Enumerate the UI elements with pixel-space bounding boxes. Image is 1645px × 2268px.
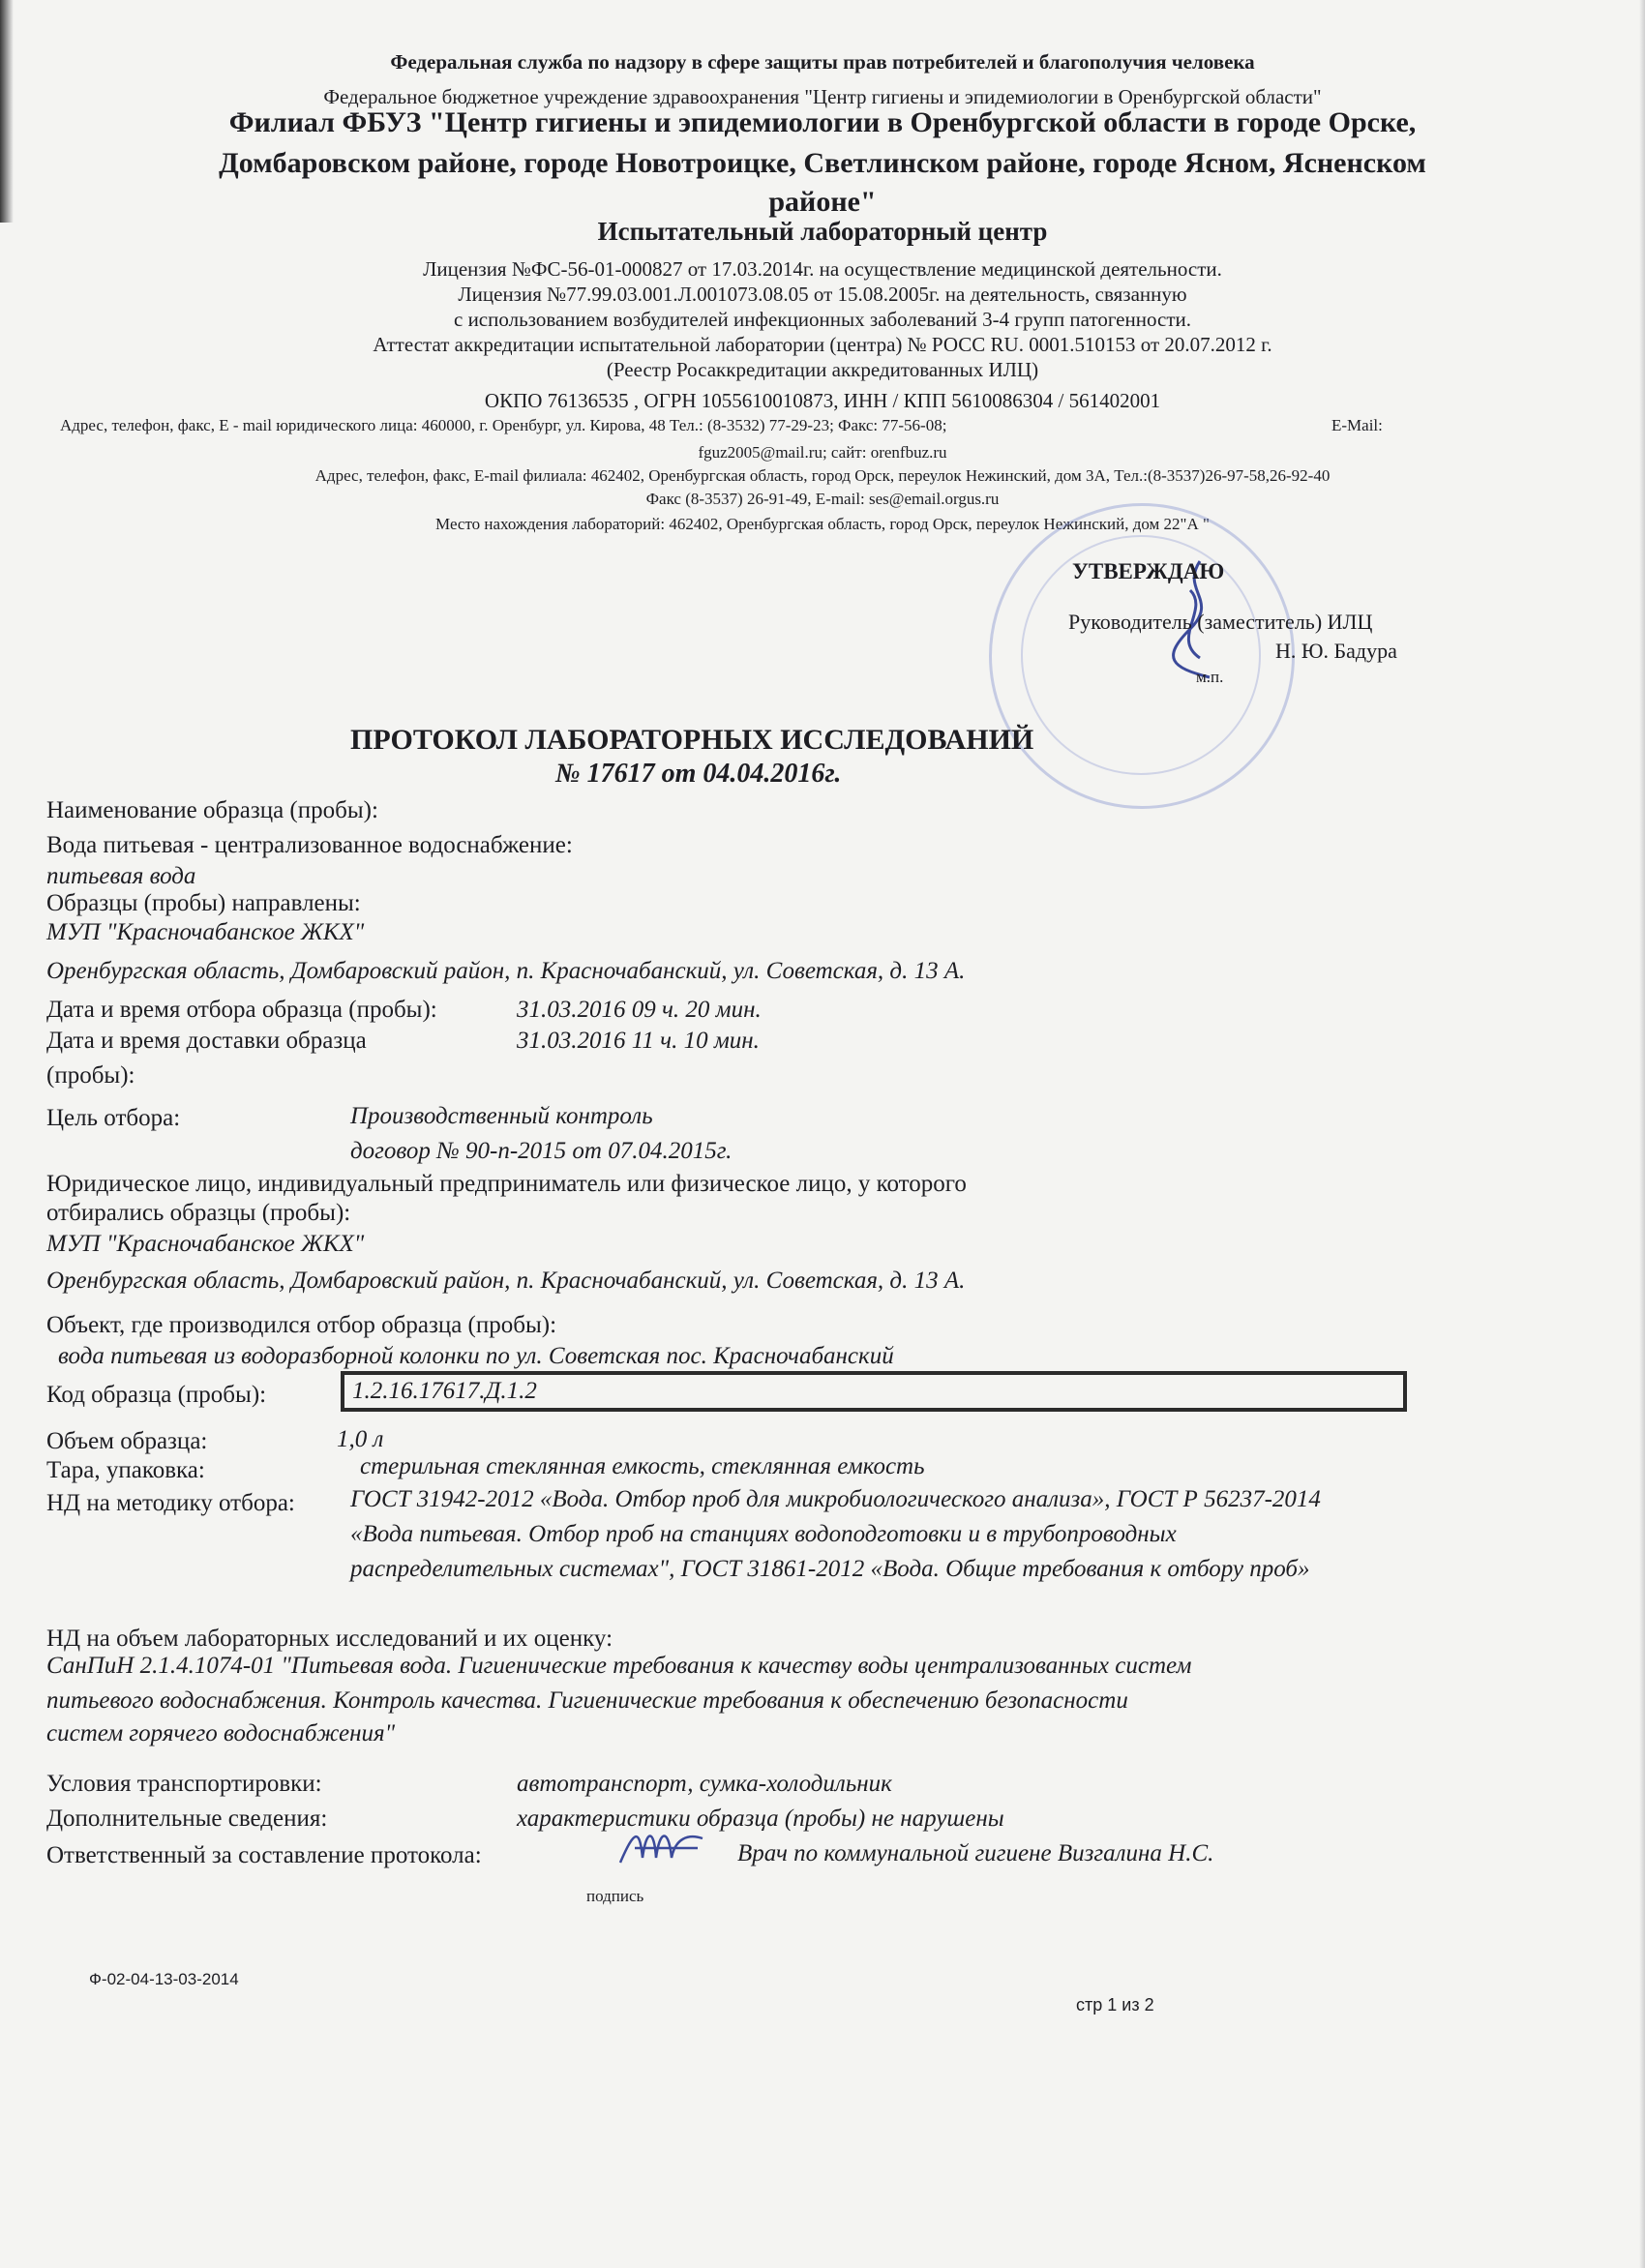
transport-value: автотранспорт, сумка-холодильник: [517, 1771, 892, 1797]
legal-email: fguz2005@mail.ru; сайт: orenfbuz.ru: [698, 443, 947, 462]
responsible-label: Ответственный за составление протокола:: [46, 1842, 482, 1868]
additional-value: характеристики образца (пробы) не нарушены: [517, 1805, 1004, 1832]
delivery-datetime-label: Дата и время доставки образца: [46, 1028, 367, 1054]
branch-name-line2: Домбаровском районе, городе Новотроицке, Светлинском районе, городе Ясном, Ясненском: [219, 147, 1426, 179]
object-label: Объект, где производился отбор образца (пробы):: [46, 1312, 557, 1338]
sent-org: МУП "Красночабанское ЖКХ": [46, 919, 365, 945]
sampling-datetime-label: Дата и время отбора образца (пробы):: [46, 997, 437, 1023]
purpose-label: Цель отбора:: [46, 1105, 181, 1131]
entity-label-line1: Юридическое лицо, индивидуальный предприниматель или физическое лицо, у которого: [46, 1171, 967, 1197]
protocol-number: № 17617 от 04.04.2016г.: [555, 759, 842, 789]
method-value-line3: распределительных системах", ГОСТ 31861-2012 «Вода. Общие требования к отбору проб»: [350, 1556, 1310, 1582]
nd-value-line2: питьевого водоснабжения. Контроль качества. Гигиенические требования к обеспечению безопасности: [46, 1687, 1128, 1714]
signature-caption: подпись: [586, 1887, 644, 1905]
sample-name-label: Наименование образца (пробы):: [46, 797, 378, 823]
sample-code-label: Код образца (пробы):: [46, 1382, 267, 1408]
method-value-line2: «Вода питьевая. Отбор проб на станциях водоподготовки и в трубопроводных: [350, 1521, 1177, 1547]
branch-name-line1: Филиал ФБУЗ "Центр гигиены и эпидемиологии в Оренбургской области в городе Орске,: [228, 106, 1417, 138]
page-number: стр 1 из 2: [1076, 1995, 1154, 2014]
sampling-datetime-value: 31.03.2016 09 ч. 20 мин.: [517, 997, 762, 1023]
form-code: Ф-02-04-13-03-2014: [89, 1970, 239, 1988]
institution-name: Федеральное бюджетное учреждение здравоохранения "Центр гигиены и эпидемиологии в Оренбургской области": [323, 85, 1322, 108]
accreditation: Аттестат аккредитации испытательной лаборатории (центра) № РОСС RU. 0001.510153 от 20.07.2012 г.: [373, 333, 1272, 356]
org-codes: ОКПО 76136535 , ОГРН 1055610010873, ИНН / КПП 5610086304 / 561402001: [484, 389, 1161, 412]
method-value-line1: ГОСТ 31942-2012 «Вода. Отбор проб для микробиологического анализа», ГОСТ Р 56237-2014: [350, 1486, 1321, 1512]
container-value: стерильная стеклянная емкость, стеклянная емкость: [360, 1453, 925, 1479]
volume-label: Объем образца:: [46, 1428, 208, 1454]
lab-location: Место нахождения лабораторий: 462402, Оренбургская область, город Орск, переулок Нежинский, дом 22"А ": [435, 515, 1210, 533]
container-label: Тара, упаковка:: [46, 1457, 205, 1483]
branch-address: Адрес, телефон, факс, E-mail филиала: 462402, Оренбургская область, город Орск, переулок Нежинский, дом 3А, Тел.:(8-3537)26-97-58,26-92-40: [314, 466, 1331, 485]
license-2: Лицензия №77.99.03.001.Л.001073.08.05 от 15.08.2005г. на деятельность, связанную: [458, 283, 1187, 306]
branch-name-line3: районе": [768, 186, 877, 218]
purpose-value: Производственный контроль: [350, 1103, 653, 1129]
object-value: вода питьевая из водоразборной колонки по ул. Советская пос. Красночабанский: [58, 1343, 894, 1369]
legal-address: Адрес, телефон, факс, E - mail юридического лица: 460000, г. Оренбург, ул. Кирова, 48 Тел.: (8-3532) 77-29-23; Факс: 77-56-08;: [60, 416, 947, 434]
approval-name: Н. Ю. Бадура: [1275, 639, 1397, 663]
sample-name-value: Вода питьевая - централизованное водоснабжение:: [46, 832, 573, 858]
nd-value-line3: систем горячего водоснабжения": [46, 1720, 396, 1746]
branch-fax: Факс (8-3537) 26-91-49, E-mail: ses@email.orgus.ru: [645, 490, 1000, 508]
transport-label: Условия транспортировки:: [46, 1771, 322, 1797]
responsible-signature: [615, 1819, 712, 1877]
protocol-title: ПРОТОКОЛ ЛАБОРАТОРНЫХ ИССЛЕДОВАНИЙ: [350, 724, 1034, 756]
license-3: с использованием возбудителей инфекционных заболеваний 3-4 групп патогенности.: [454, 308, 1191, 331]
nd-label: НД на объем лабораторных исследований и их оценку:: [46, 1626, 613, 1652]
nd-value-line1: СанПиН 2.1.4.1074-01 "Питьевая вода. Гигиенические требования к качеству воды централизованных систем: [46, 1653, 1192, 1679]
sent-label: Образцы (пробы) направлены:: [46, 890, 361, 916]
contract-value: договор № 90-п-2015 от 07.04.2015г.: [350, 1138, 733, 1164]
registry: (Реестр Росаккредитации аккредитованных ИЛЦ): [606, 358, 1039, 381]
entity-org: МУП "Красночабанское ЖКХ": [46, 1231, 365, 1257]
sent-address: Оренбургская область, Домбаровский район, п. Красночабанский, ул. Советская, д. 13 А.: [46, 958, 966, 984]
responsible-value: Врач по коммунальной гигиене Визгалина Н.С.: [737, 1840, 1214, 1866]
method-label: НД на методику отбора:: [46, 1490, 295, 1516]
additional-label: Дополнительные сведения:: [46, 1805, 328, 1832]
lab-center-title: Испытательный лабораторный центр: [597, 217, 1048, 246]
sample-name-detail: питьевая вода: [46, 863, 196, 889]
entity-label-line2: отбирались образцы (пробы):: [46, 1200, 351, 1226]
sample-code-value: 1.2.16.17617.Д.1.2: [352, 1378, 537, 1404]
approval-title: УТВЕРЖДАЮ: [1072, 559, 1225, 583]
delivery-datetime-value: 31.03.2016 11 ч. 10 мин.: [517, 1028, 760, 1054]
volume-value: 1,0 л: [337, 1426, 384, 1452]
entity-address: Оренбургская область, Домбаровский район, п. Красночабанский, ул. Советская, д. 13 А.: [46, 1268, 966, 1294]
stamp-place-label: м.п.: [1196, 668, 1224, 686]
email-label: E-Mail:: [1331, 416, 1383, 434]
agency-name: Федеральная служба по надзору в сфере защиты прав потребителей и благополучия человека: [390, 50, 1255, 74]
license-1: Лицензия №ФС-56-01-000827 от 17.03.2014г. на осуществление медицинской деятельности.: [423, 257, 1222, 281]
delivery-datetime-label-cont: (пробы):: [46, 1062, 135, 1089]
approval-position: Руководитель (заместитель) ИЛЦ: [1068, 610, 1373, 634]
